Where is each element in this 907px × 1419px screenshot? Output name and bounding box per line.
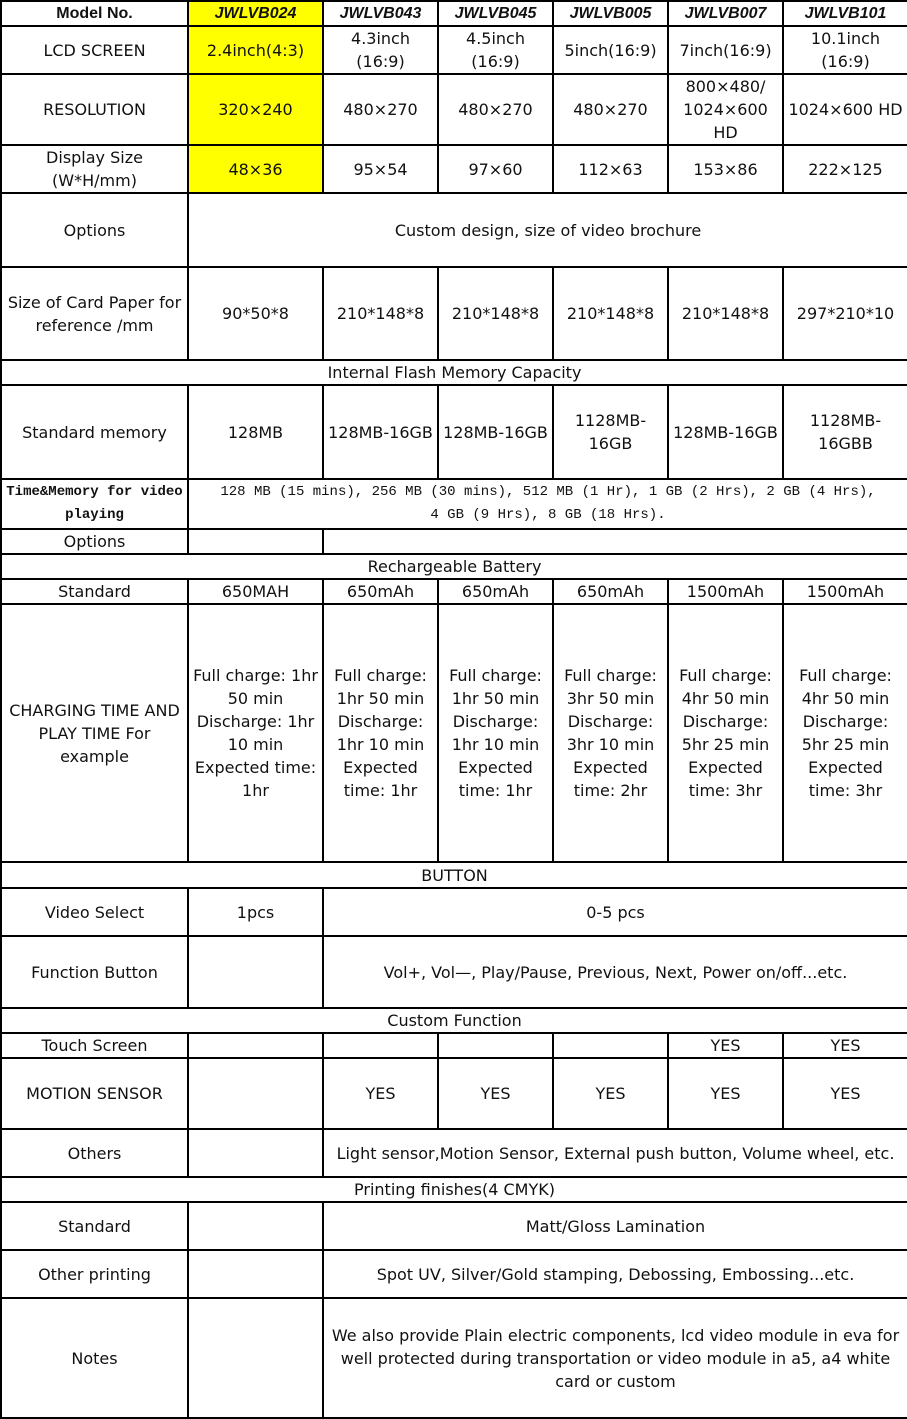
row-label: MOTION SENSOR [1,1058,188,1129]
cell-value: YES [323,1058,438,1129]
cell-value: 5inch(16:9) [553,26,668,74]
row-label: Standard [1,579,188,604]
header-row [1,1,907,26]
cell-value: 48×36 [188,145,323,193]
cell-value: 650mAh [323,579,438,604]
row-label: Options [1,193,188,267]
function-button-row [1,936,907,1008]
model-jwlvb005: JWLVB005 [553,1,668,26]
cell-value: 7inch(16:9) [668,26,783,74]
cell-value: Full charge: 1hr 50 min Discharge: 1hr 10 min Expected time: 1hr [438,604,553,862]
row-label: Size of Card Paper for reference /mm [1,267,188,360]
cell-value: 650mAh [438,579,553,604]
charging-row [1,604,907,862]
cell-value: Full charge: 1hr 50 min Discharge: 1hr 10 min Expected time: 1hr [188,604,323,862]
section-title: Printing finishes(4 CMYK) [1,1177,907,1202]
model-jwlvb007: JWLVB007 [668,1,783,26]
other-printing-row [1,1250,907,1298]
cell-value: 1128MB-16GBB [783,385,907,479]
cell-value: 2.4inch(4:3) [188,26,323,74]
motion-sensor-row [1,1058,907,1129]
cell-value: 90*50*8 [188,267,323,360]
cell-value: 1024×600 HD [783,74,907,145]
cell-value: YES [553,1058,668,1129]
cell-value: 480×270 [323,74,438,145]
cell-value: YES [783,1033,907,1058]
model-jwlvb024: JWLVB024 [188,1,323,26]
model-jwlvb101: JWLVB101 [783,1,907,26]
section-title: Internal Flash Memory Capacity [1,360,907,385]
cell-value: 210*148*8 [438,267,553,360]
cell-value: 10.1inch (16:9) [783,26,907,74]
time-memory-value [188,479,907,529]
printing-section-row [1,1177,907,1202]
row-label: CHARGING TIME AND PLAY TIME For example [1,604,188,862]
cell-value: 153×86 [668,145,783,193]
cell-value: Full charge: 4hr 50 min Discharge: 5hr 25 min Expected time: 3hr [668,604,783,862]
row-label: Others [1,1129,188,1177]
time-memory-row [1,479,907,529]
cell-value: 210*148*8 [668,267,783,360]
model-label: Model No. [1,1,188,26]
cell-value: 128MB [188,385,323,479]
cell-value: 1500mAh [668,579,783,604]
row-label: Other printing [1,1250,188,1298]
cell-value: 210*148*8 [553,267,668,360]
touch-screen-row [1,1033,907,1058]
cell-value: 480×270 [553,74,668,145]
cell-value: YES [783,1058,907,1129]
empty-cell [188,1250,323,1298]
row-label: Touch Screen [1,1033,188,1058]
cell-value [323,1033,438,1058]
cell-value [188,1033,323,1058]
cell-value: 1128MB-16GB [553,385,668,479]
cell-value: YES [438,1058,553,1129]
empty-cell [188,529,323,554]
cell-value: 128MB-16GB [668,385,783,479]
options-row [1,193,907,267]
cell-value: YES [668,1033,783,1058]
time-memory-line: 128 MB (15 mins), 256 MB (30 mins), 512 MB (1 Hr), 1 GB (2 Hrs), 2 GB (4 Hrs), [220,484,876,500]
cell-value: 0-5 pcs [323,888,907,936]
print-standard-row [1,1202,907,1250]
cell-value: 4.5inch (16:9) [438,26,553,74]
cell-value: 800×480/ 1024×600 HD [668,74,783,145]
cell-value: 650mAh [553,579,668,604]
resolution-row [1,74,907,145]
button-section-row [1,862,907,888]
cell-value: 1pcs [188,888,323,936]
lcd-row [1,26,907,74]
row-label: Notes [1,1298,188,1418]
notes-row [1,1298,907,1418]
cell-value: 112×63 [553,145,668,193]
cell-value: Matt/Gloss Lamination [323,1202,907,1250]
others-row [1,1129,907,1177]
row-label: RESOLUTION [1,74,188,145]
cell-value: Vol+, Vol—, Play/Pause, Previous, Next, Power on/off...etc. [323,936,907,1008]
row-label: Options [1,529,188,554]
section-title: BUTTON [1,862,907,888]
row-label: Function Button [1,936,188,1008]
cell-value: 128MB-16GB [323,385,438,479]
cell-value: 95×54 [323,145,438,193]
row-label: Video Select [1,888,188,936]
row-label: Time&Memory for video playing [1,479,188,529]
cell-value: YES [668,1058,783,1129]
custom-section-row [1,1008,907,1033]
row-label: Display Size (W*H/mm) [1,145,188,193]
memory-options-row [1,529,907,554]
cell-value: 4.3inch (16:9) [323,26,438,74]
cell-value: 320×240 [188,74,323,145]
model-jwlvb043: JWLVB043 [323,1,438,26]
cell-value [188,1058,323,1129]
empty-cell [188,1298,323,1418]
options-value: Custom design, size of video brochure [188,193,907,267]
empty-cell [188,936,323,1008]
model-jwlvb045: JWLVB045 [438,1,553,26]
cell-value: 97×60 [438,145,553,193]
empty-cell [188,1202,323,1250]
row-label: Standard [1,1202,188,1250]
empty-cell [323,529,907,554]
cell-value [438,1033,553,1058]
cell-value: Light sensor,Motion Sensor, External push button, Volume wheel, etc. [323,1129,907,1177]
cell-value: Full charge: 3hr 50 min Discharge: 3hr 10 min Expected time: 2hr [553,604,668,862]
cell-value: 1500mAh [783,579,907,604]
flash-section-row [1,360,907,385]
cell-value: 128MB-16GB [438,385,553,479]
video-select-row [1,888,907,936]
row-label: Standard memory [1,385,188,479]
row-label: LCD SCREEN [1,26,188,74]
cell-value: 480×270 [438,74,553,145]
cell-value [553,1033,668,1058]
time-memory-line: 4 GB (9 Hrs), 8 GB (18 Hrs). [430,507,666,523]
section-title: Rechargeable Battery [1,554,907,579]
battery-section-row [1,554,907,579]
card-paper-row [1,267,907,360]
standard-memory-row [1,385,907,479]
cell-value: Full charge: 1hr 50 min Discharge: 1hr 10 min Expected time: 1hr [323,604,438,862]
empty-cell [188,1129,323,1177]
cell-value: 210*148*8 [323,267,438,360]
section-title: Custom Function [1,1008,907,1033]
battery-standard-row [1,579,907,604]
cell-value: 650MAH [188,579,323,604]
cell-value: We also provide Plain electric components, lcd video module in eva for well protected during transportation or video module in a5, a4 white card or custom [323,1298,907,1418]
display-size-row [1,145,907,193]
cell-value: 222×125 [783,145,907,193]
cell-value: Full charge: 4hr 50 min Discharge: 5hr 25 min Expected time: 3hr [783,604,907,862]
cell-value: Spot UV, Silver/Gold stamping, Debossing, Embossing...etc. [323,1250,907,1298]
cell-value: 297*210*10 [783,267,907,360]
